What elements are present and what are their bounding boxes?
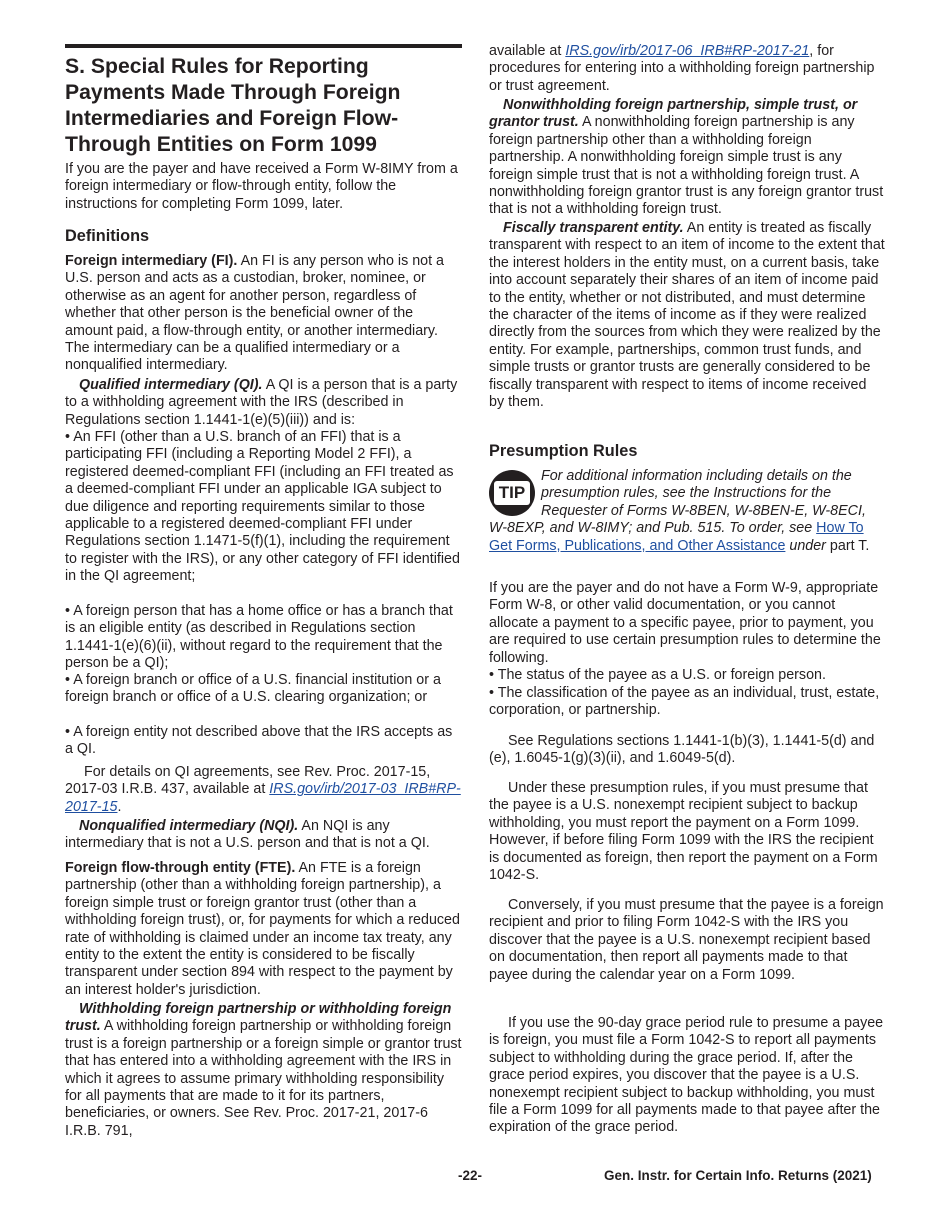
fi-definition bbox=[65, 253, 462, 375]
presumption-intro: If you are the payer and do not have a Form W-9, appropriate Form W-8, or other valid documentation, or you cannot allocate a payment to a specific payee, prior to payment, you are required to use certain presumption rules to determine the following. bbox=[489, 580, 881, 666]
wfp-cont-start: available at bbox=[489, 43, 566, 59]
qi-bullet-4: • A foreign entity not described above that the IRS accepts as a QI. bbox=[65, 724, 453, 758]
nwfp-definition bbox=[489, 97, 885, 219]
presumption-bullet-2: • The classification of the payee as an individual, trust, estate, corporation, or partnership. bbox=[489, 685, 880, 719]
qi-agreements-paragraph bbox=[65, 764, 462, 816]
section-intro: If you are the payer and have received a Form W-8IMY from a foreign intermediary or flow-through entity, follow the instructions for completing Form 1099, later. bbox=[65, 161, 458, 212]
tip-label: TIP bbox=[494, 481, 530, 505]
fte2-text: An entity is treated as fiscally transparent with respect to an item of income to the extent that the interest holders in the entity must, on a current basis, take into account separately their shares of an item of income paid to the entity, whether or not distributed, and must determine the character of the items of income as if they were realized directly from the sources from which they were realized by the entity. For example, partnerships, common trust funds, and simple trusts or grantor trusts are generally considered to be fiscally transparent with respect to items of income received by them. bbox=[489, 220, 885, 411]
fte2-definition bbox=[489, 220, 885, 411]
fte-definition bbox=[65, 860, 462, 999]
wfp-definition bbox=[65, 1001, 462, 1140]
definitions-heading: Definitions bbox=[65, 227, 150, 245]
nwfp-term: Nonwithholding foreign partnership, simple trust, or grantor trust. bbox=[489, 97, 858, 131]
qi-text: A QI is a person that is a party to a withholding agreement with the IRS (described in Regulations section 1.1441-1(e)(5)(iii)) and is: bbox=[65, 377, 458, 428]
qi-bullet-2-text: A foreign person that has a home office or has a branch that is an eligible entity (as described in Regulations section 1.1441-1(e)(6)(ii), without regard to the requirement that the person be a QI); bbox=[65, 603, 453, 672]
presumption-bullet-1-text: The status of the payee as a U.S. or foreign person. bbox=[497, 667, 826, 683]
qi-bullet-3: • A foreign branch or office of a U.S. financial institution or a foreign branch or office of a U.S. clearing organization; or bbox=[65, 672, 441, 706]
presumption-para-3: Conversely, if you must presume that the payee is a foreign recipient and prior to filing Form 1042-S with the IRS you discover that the payee is a U.S. nonexempt recipient based on documentation, then report all payments made to that payee during the calendar year on a Form 1099. bbox=[489, 897, 884, 983]
qi-bullet-4-text: A foreign entity not described above that the IRS accepts as a QI. bbox=[65, 724, 453, 758]
nqi-text: An NQI is any intermediary that is not a U.S. person and that is not a QI. bbox=[65, 818, 430, 852]
footer-doc-title: Gen. Instr. for Certain Info. Returns (2021) bbox=[604, 1168, 872, 1183]
presumption-bullet-1: • The status of the payee as a U.S. or foreign person. bbox=[489, 667, 826, 683]
presumption-bullet-2-text: The classification of the payee as an individual, trust, estate, corporation, or partnership. bbox=[489, 685, 880, 719]
tip-under: under bbox=[785, 537, 826, 554]
presumption-para-1: See Regulations sections 1.1441-1(b)(3), 1.1441-5(d) and (e), 1.6045-1(g)(3)(ii), and 1.6049-5(d). bbox=[489, 733, 875, 767]
fte2-term: Fiscally transparent entity. bbox=[503, 220, 684, 236]
fte-term: Foreign flow-through entity (FTE). bbox=[65, 860, 296, 876]
fte-text: An FTE is a foreign partnership (other than a withholding foreign partnership), a foreign simple trust or foreign grantor trust (other than a withholding foreign trust), or, for payments for which a reduced rate of withholding is claimed under an income tax treaty, any entity to the extent the entity is considered to be fiscally transparent under section 894 with respect to the payment by an interest holder's jurisdiction. bbox=[65, 860, 460, 998]
fi-text: An FI is any person who is not a U.S. person and acts as a custodian, broker, nominee, or otherwise as an agent for another person, regardless of whether that other person is the beneficial owner of the amount paid, a flow-through entity, or another intermediary. The intermediary can be a qualified intermediary or a nonqualified intermediary. bbox=[65, 253, 445, 374]
tip-note bbox=[489, 468, 885, 555]
qi-bullet-3-text: A foreign branch or office of a U.S. financial institution or a foreign branch or office of a U.S. clearing organization; or bbox=[65, 672, 441, 706]
fi-term: Foreign intermediary (FI). bbox=[65, 253, 238, 269]
wfp-term: Withholding foreign partnership or withholding foreign trust. bbox=[65, 1001, 452, 1035]
wfp-link[interactable]: IRS.gov/irb/2017-06_IRB#RP-2017-21 bbox=[565, 43, 810, 59]
qi-bullet-1: • An FFI (other than a U.S. branch of an FFI) that is a participating FFI (including a Reporting Model 2 FFI), a registered deemed-compliant FFI (including an FFI treated as a deemed-compliant FFI under an applicable IGA subject to due diligence and reporting requirements similar to those applicable to a registered deemed-compliant FFI under Regulations section 1.1471-5(f)(1), including the requirement to register with the IRS), or any other category of FFI identified in the QI agreement; bbox=[65, 429, 460, 585]
qi-agreements-end: . bbox=[117, 798, 122, 815]
nwfp-text: A nonwithholding foreign partnership is any foreign partnership other than a withholding foreign partnership. A nonwithholding foreign simple trust is any foreign simple trust that is not a withholding foreign trust. A nonwithholding foreign grantor trust is any foreign grantor trust that is not a withholding foreign trust. bbox=[489, 114, 884, 218]
presumption-para-4: If you use the 90-day grace period rule to presume a payee is foreign, you must file a Form 1042-S to report all payments subject to withholding during the grace period. If, after the grace period expires, you discover that the payee is a U.S. nonexempt recipient subject to backup withholding, you must file a Form 1099 for all payments made to that payee after the expiration of the grace period. bbox=[489, 1015, 884, 1136]
tip-text: For additional information including details on the presumption rules, see the Instructions for the Requester of Forms W-8BEN, W-8BEN-E, W-8ECI, W-8EXP, and W-8IMY; and Pub. 515. To order, see bbox=[489, 468, 866, 537]
tip-end: part T. bbox=[825, 537, 870, 554]
qi-bullet-2: • A foreign person that has a home office or has a branch that is an eligible entity (as described in Regulations section 1.1441-1(e)(6)(ii), without regard to the requirement that the person be a QI); bbox=[65, 603, 453, 672]
wfp-text: A withholding foreign partnership or withholding foreign trust is a foreign partnership or a foreign simple or grantor trust that has entered into a withholding agreement with the IRS in which it agrees to assume primary withholding responsibility for all payments that are made to it for its partners, beneficiaries, or owners. See Rev. Proc. 2017-21, 2017-6 I.R.B. 791, bbox=[65, 1018, 462, 1139]
section-title: S. Special Rules for Reporting Payments Made Through Foreign Intermediaries and Foreign Flow-Through Entities on Form 1099 bbox=[65, 55, 401, 156]
section-top-rule bbox=[65, 44, 462, 48]
qi-bullet-1-text: An FFI (other than a U.S. branch of an FFI) that is a participating FFI (including a Reporting Model 2 FFI), a registered deemed-compliant FFI (including an FFI treated as a deemed-compliant FFI under an applicable IGA subject to due diligence and reporting requirements similar to those applicable to a registered deemed-compliant FFI under Regulations section 1.1471-5(f)(1), including the requirement to register with the IRS), or any other category of FFI identified in the QI agreement; bbox=[65, 429, 460, 585]
tip-icon bbox=[489, 470, 535, 516]
qi-term: Qualified intermediary (QI). bbox=[79, 377, 263, 393]
presumption-para-2: Under these presumption rules, if you must presume that the payee is a U.S. nonexempt recipient subject to backup withholding, you must report the payment on a Form 1099. However, if before filing Form 1099 with the IRS the recipient is documented as foreign, then report the payment on a Form 1042-S. bbox=[489, 780, 878, 884]
wfp-continuation bbox=[489, 43, 885, 95]
page-number: -22- bbox=[458, 1168, 483, 1183]
nqi-term: Nonqualified intermediary (NQI). bbox=[79, 818, 299, 834]
qi-agreements-text: For details on QI agreements, see Rev. Proc. 2017-15, 2017-03 I.R.B. 437, available at bbox=[65, 764, 431, 798]
nqi-definition bbox=[65, 818, 462, 853]
qi-definition bbox=[65, 377, 462, 429]
wfp-cont-end: , for procedures for entering into a withholding foreign partnership or trust agreement. bbox=[489, 43, 875, 94]
tip-link[interactable]: How To Get Forms, Publications, and Other Assistance bbox=[489, 520, 864, 554]
qi-agreements-link[interactable]: IRS.gov/irb/2017-03_IRB#RP-2017-15 bbox=[65, 781, 461, 815]
presumption-heading: Presumption Rules bbox=[489, 442, 638, 460]
